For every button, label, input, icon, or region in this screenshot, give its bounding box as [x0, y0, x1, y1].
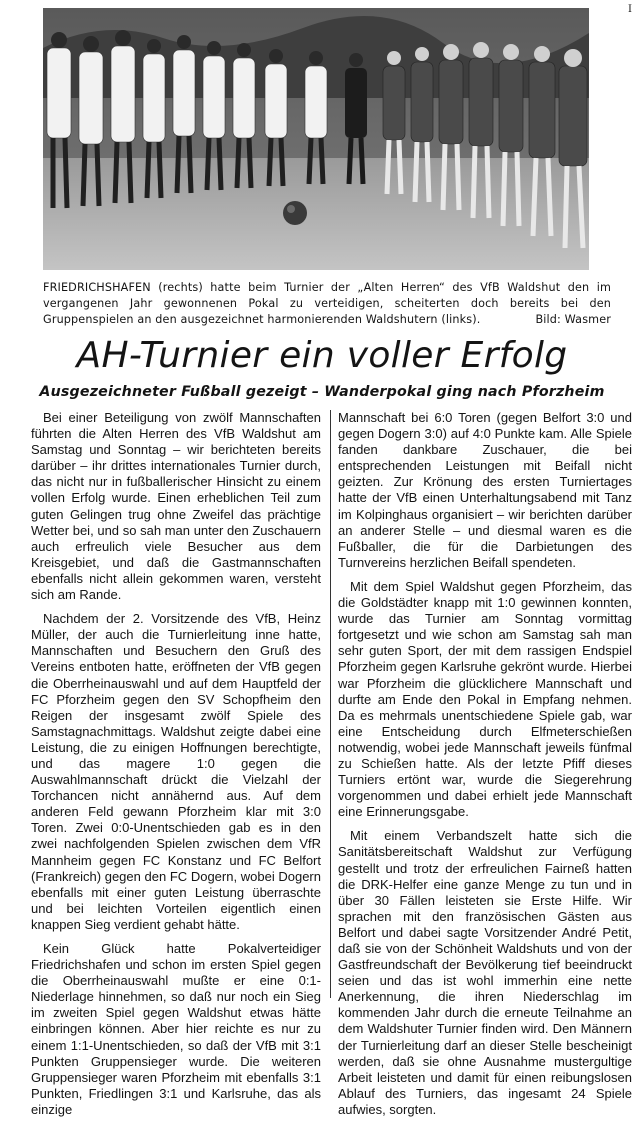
photo-caption: [43, 280, 611, 328]
paragraph: Mit dem Spiel Waldshut gegen Pforzheim, das die Goldstädter knapp mit 1:0 gewinnen konnten, wurde das Turnier am Sonntag vormittag fortgesetzt und wie schon am Samstag sah man sehr guten Sport, der mit dem rassigen Endspiel Pforzheim gegen Karlsruhe gekrönt wurde. Hierbei war Pforzheim die glücklichere Mannschaft und durfte am Ende den Pokal in Empfang nehmen. Da es mehrmals unentschiedene Spiele gab, war eine Entscheidung durch Elfmeterschießen notwendig, wobei jede Mannschaft jeweils fünfmal zu Schießen hatte. Als der letzte Pfiff dieses Turniers ertönt war, wurde die Siegerehrung vorgenommen und dabei erhielt jede Mannschaft eine Erinnerungsgabe.: [338, 578, 632, 820]
headline: AH-Turnier ein voller Erfolg: [76, 335, 568, 376]
paragraph: Kein Glück hatte Pokalverteidiger Friedrichshafen und schon im ersten Spiel gegen die Oberrheinauswahl mußte er eine 0:1-Niederlage hinnehmen, so daß nur noch ein Sieg im zweiten Spiel gegen Waldshut etwas hätte einbringen können. Aber hier reichte es nur zu einem 1:1-Unentschieden, so daß der VfB mit 3:1 Punkten Gruppensieger wurde. Die weiteren Gruppensieger waren Pforzheim mit ebenfalls 3:1 Punkten, Friedlingen 3:1 und Karlsruhe, das als einzige: [31, 941, 321, 1117]
paragraph: Nachdem der 2. Vorsitzende des VfB, Heinz Müller, der auch die Turnierleitung inne hatte, Mannschaften und Besuchern den Gruß des Vereins entboten hatte, eröffneten der VfB gegen die Oberrheinauswahl und auf dem Hauptfeld der FC Pforzheim gegen den SV Schopfheim den Reigen der insgesamt zwölf Spiele des Samstagnachmittags. Waldshut zeigte dabei eine Leistung, die zu einigen Hoffnungen berechtigte, und das magere 1:0 gegen die Auswahlmannschaft drückt die Vielzahl der Torchancen nicht annähernd aus. Auf dem anderen Feld gewann Pforzheim klar mit 3:0 Toren. Zwei 0:0-Unentschieden gab es in den zwei nachfolgenden Spielen zwischen dem VfR Mannheim gegen FC Konstanz und FC Belfort (Frankreich) gegen den FC Dogern, wobei Dogern ebenfalls mit einer guten Leistung überraschte und bei leichten Vorteilen eigentlich einen knappen Sieg verdient gehabt hätte.: [31, 611, 321, 932]
photo-credit: Bild: Wasmer: [535, 313, 611, 326]
paragraph: Bei einer Beteiligung von zwölf Mannschaften führten die Alten Herren des VfB Waldshut am Samstag und Sonntag – wir berichteten bereits darüber – ihr drittes internationales Turnier durch, das nicht nur in fußballerischer Hinsicht zu einem vollen Erfolg wurde. Einen erheblichen Teil zum guten Gelingen trug ohne Zweifel das prächtige Wetter bei, und so sah man unter den Zuschauern auch erfreulich viele Besucher aus dem Kreisgebiet, und daß die Gastmannschaften ebenfalls nicht allein gekommen waren, versteht sich am Rande.: [31, 410, 321, 603]
article-column-left: [31, 410, 321, 1126]
corner-mark: I: [628, 4, 632, 15]
column-divider: [330, 410, 331, 998]
team-photo-icon: [43, 8, 589, 270]
paragraph: Mit einem Verbandszelt hatte sich die Sanitätsbereitschaft Waldshut zur Verfügung gestellt und trotz der erfreulichen Fairneß hatten die DRK-Helfer eine ganze Menge zu tun und in über 30 Fällen leisteten sie Erste Hilfe. Wir sprachen mit den französischen Gästen aus Belfort und dabei sagte Vorsitzender André Petit, daß sie von der Schönheit Waldshuts und von der Gastfreundschaft der Bevölkerung tief beeindruckt seien und das ist wohl immerhin eine nette Anerkennung, die ihren Niederschlag im kommenden Jahr durch die erneute Teilnahme an dem Waldshuter Turnier finden wird. Den Männern der Turnierleitung darf an dieser Stelle bescheinigt werden, daß sie ohne Ausnahme mustergultige Arbeit leisteten und damit für einen reibungslosen Ablauf des Turniers, das ingesamt 24 Spiele aufwies, sorgten.: [338, 828, 632, 1117]
article-column-right: [338, 410, 632, 1126]
caption-text: FRIEDRICHSHAFEN (rechts) hatte beim Turnier der „Alten Herren“ des VfB Waldshut den im vergangenen Jahr gewonnenen Pokal zu verteidigen, scheiterten doch bereits bei den Gruppenspielen an den ausgezeichnet harmonierenden Waldshutern (links).: [43, 281, 611, 326]
team-photo: [43, 8, 589, 270]
subheadline: Ausgezeichneter Fußball gezeigt – Wanderpokal ging nach Pforzheim: [39, 384, 605, 400]
paragraph: Mannschaft bei 6:0 Toren (gegen Belfort 3:0 und gegen Dogern 3:0) auf 4:0 Punkte kam. Alle Spiele fanden dankbare Zuschauer, die bei entsprechenden Leistungen mit Beifall nicht geizten. Zur Krönung des ersten Turniertages hatte der VfB einen Unterhaltungsabend mit Tanz im Kolpinghaus organisiert – wir berichten darüber an anderer Stelle – und diesmal waren es die Fußballer, die für die Darbietungen des Turnvereins herzlichen Beifall spendeten.: [338, 410, 632, 570]
